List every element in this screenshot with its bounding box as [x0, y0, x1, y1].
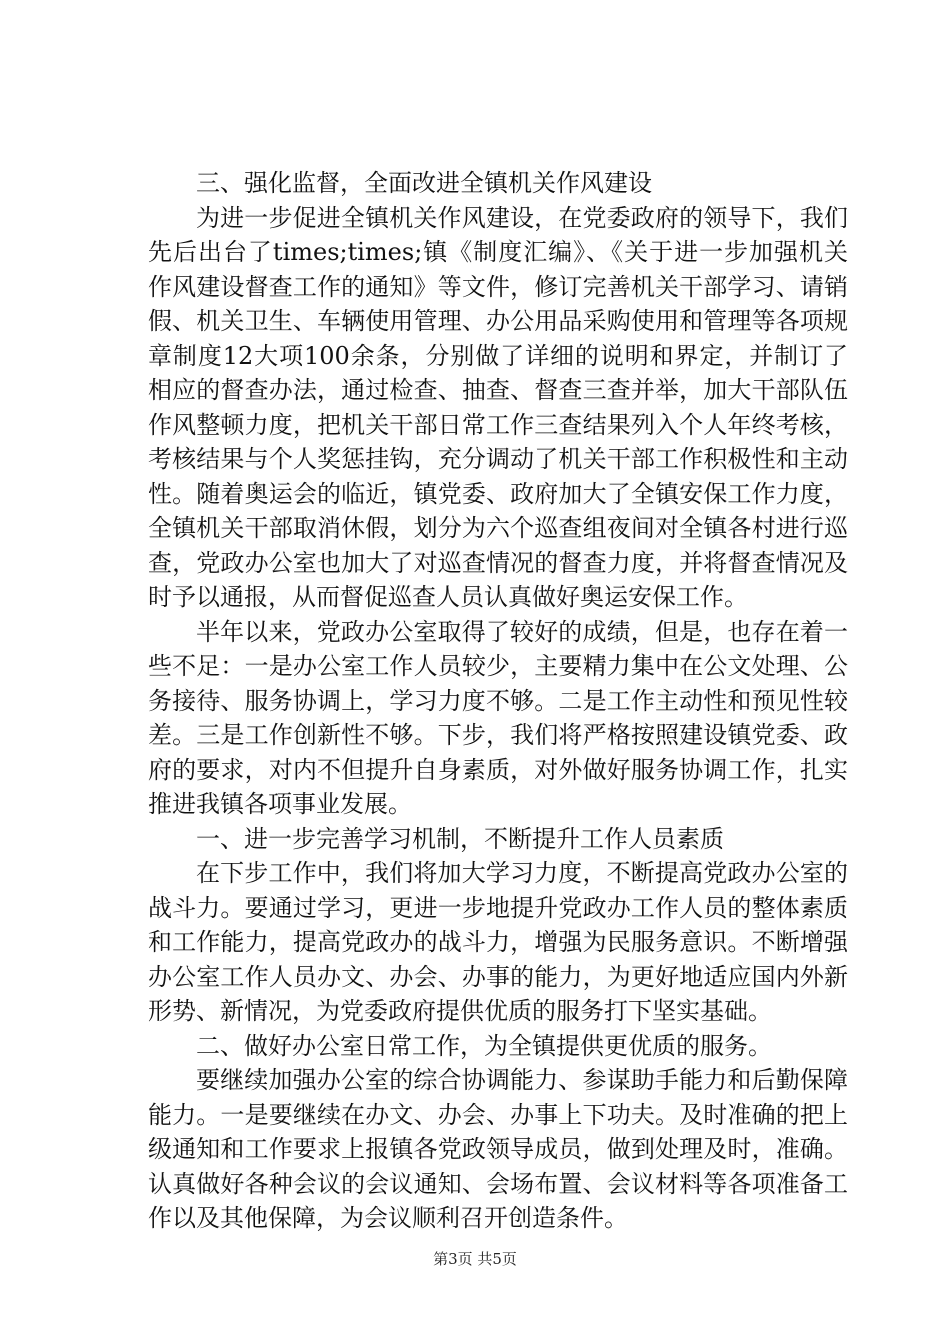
section-heading-learning-mechanism: 一、进一步完善学习机制，不断提升工作人员素质 — [196, 824, 724, 853]
section-heading-daily-work: 二、做好办公室日常工作，为全镇提供更优质的服务。 — [196, 1031, 772, 1060]
page-number-label: 第3页 共5页 — [433, 1250, 517, 1268]
paragraph-learning-plan: 在下步工作中，我们将加大学习力度，不断提高党政办公室的战斗力。要通过学习，更进一步地提升党政办工作人员的整体素质和工作能力，提高党政办的战斗力，增强为民服务意识。不断增强办公室工作人员办文、办会、办事的能力，为更好地适应国内外新形势、新情况，为党委政府提供优质的服务打下坚实基础。 — [148, 859, 848, 1025]
paragraph-work-style-measures: 为进一步促进全镇机关作风建设，在党委政府的领导下，我们先后出台了times;times;镇《制度汇编》、《关于进一步加强机关作风建设督查工作的通知》等文件，修订完善机关干部学习、请销假、机关卫生、车辆使用管理、办公用品采购使用和管理等各项规章制度12大项100余条，分别做了详细的说明和界定，并制订了相应的督查办法，通过检查、抽查、督查三查并举，加大干部队伍作风整顿力度，把机关干部日常工作三查结果列入个人年终考核，考核结果与个人奖惩挂钩，充分调动了机关干部工作积极性和主动性。随着奥运会的临近，镇党委、政府加大了全镇安保工作力度，全镇机关干部取消休假，划分为六个巡查组夜间对全镇各村进行巡查，党政办公室也加大了对巡查情况的督查力度，并将督查情况及时予以通报，从而督促巡查人员认真做好奥运安保工作。 — [148, 203, 848, 611]
paragraph-shortcomings: 半年以来，党政办公室取得了较好的成绩，但是，也存在着一些不足：一是办公室工作人员较少，主要精力集中在公文处理、公务接待、服务协调上，学习力度不够。二是工作主动性和预见性较差。三是工作创新性不够。下步，我们将严格按照建设镇党委、政府的要求，对内不但提升自身素质，对外做好服务协调工作，扎实推进我镇各项事业发展。 — [148, 617, 848, 818]
document-body — [148, 166, 848, 1236]
page-footer — [0, 1248, 950, 1269]
paragraph-coordination: 要继续加强办公室的综合协调能力、参谋助手能力和后勤保障能力。一是要继续在办文、办会、办事上下功夫。及时准确的把上级通知和工作要求上报镇各党政领导成员，做到处理及时，准确。认真做好各种会议的会议通知、会场布置、会议材料等各项准备工作以及其他保障，为会议顺利召开创造条件。 — [148, 1066, 848, 1232]
section-heading-strengthen-supervision: 三、强化监督，全面改进全镇机关作风建设 — [196, 169, 652, 197]
